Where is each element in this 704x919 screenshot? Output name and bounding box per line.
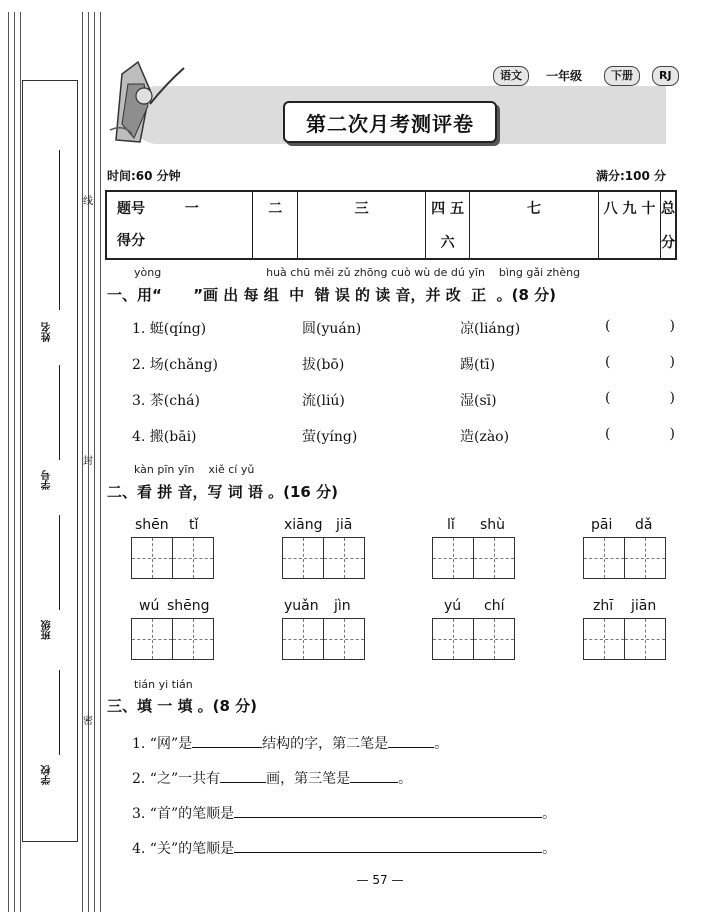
- full-score: 满分:100 分: [596, 169, 667, 183]
- time-limit: 时间:60 分钟: [107, 169, 181, 183]
- q2-text-a: 2. “之”一共有: [132, 771, 221, 787]
- section1-row2-b: 拔(bō): [302, 357, 345, 373]
- q4-text-c: 。: [542, 841, 557, 857]
- section1-pinyin: yòng huà chū měi zǔ zhōng cuò wù de dú yīn bìng gǎi zhèng: [134, 266, 581, 279]
- paren-close: ): [669, 390, 675, 406]
- q2-blank-1[interactable]: [220, 768, 266, 783]
- writing-cell[interactable]: [132, 538, 172, 578]
- word3-pinyin-2: shù: [480, 517, 506, 533]
- cut-mark-secret: 密: [83, 716, 93, 727]
- writing-cell[interactable]: [323, 538, 364, 578]
- section1-row4-b: 萤(yíng): [302, 429, 358, 445]
- word-box-8[interactable]: [583, 598, 667, 660]
- writing-cell[interactable]: [584, 619, 624, 659]
- section1-row4-a: 4. 搬(bāi): [132, 429, 197, 445]
- word8-pinyin-1: zhī: [593, 598, 614, 614]
- cut-mark-line: 线: [83, 196, 93, 207]
- score-cell-1[interactable]: [184, 191, 253, 259]
- word6-pinyin-1: yuǎn: [284, 598, 319, 614]
- field-student-id[interactable]: [40, 365, 60, 495]
- field-school-label: 学校: [42, 765, 53, 785]
- cut-mark-seal: 封: [83, 456, 93, 467]
- word-box-7[interactable]: [432, 598, 516, 660]
- term-badge: 下册: [604, 66, 640, 86]
- q1-text-c: 。: [434, 736, 449, 752]
- score-cell-2[interactable]: [253, 191, 298, 259]
- section1-row3-c: 湿(sī): [460, 393, 497, 409]
- section1-row3-a: 3. 茶(chá): [132, 393, 200, 409]
- field-name-label: 姓名: [42, 322, 53, 343]
- writing-cell[interactable]: [172, 538, 213, 578]
- score-col-2: 二: [268, 201, 283, 217]
- q2-text-b: 画，第三笔是: [266, 771, 351, 787]
- score-col-3: 三: [354, 201, 369, 217]
- field-name[interactable]: [40, 150, 60, 350]
- label-score: 得分: [117, 233, 145, 249]
- score-cell-total[interactable]: [661, 191, 677, 259]
- section1-row1-b: 圆(yuán): [302, 321, 362, 337]
- word4-pinyin-1: pāi: [591, 517, 613, 533]
- score-col-5: 七: [526, 201, 541, 217]
- word8-pinyin-2: jiān: [631, 598, 657, 614]
- writing-cell[interactable]: [433, 619, 473, 659]
- score-table: [105, 190, 677, 260]
- writing-cell[interactable]: [433, 538, 473, 578]
- paren-open: (: [605, 390, 611, 406]
- grade-label: 一年级: [546, 69, 583, 83]
- section2-pinyin: kàn pīn yīn xiě cí yǔ: [134, 463, 255, 476]
- word1-pinyin-1: shēn: [135, 517, 169, 533]
- word5-pinyin-2: shēng: [167, 598, 210, 614]
- section3-pinyin: tián yi tián: [134, 678, 193, 691]
- writing-cell[interactable]: [473, 538, 514, 578]
- q3-text-a: 3. “首”的笔顺是: [132, 806, 235, 822]
- writing-cell[interactable]: [624, 538, 665, 578]
- word-box-5[interactable]: [131, 598, 215, 660]
- section1-heading: 一、用“ ”画 出 每 组 中 错 误 的 读 音，并 改 正 。(8 分): [107, 286, 556, 304]
- kite-character-illustration: [104, 54, 194, 146]
- section1-row2-c: 踢(tī): [460, 357, 496, 373]
- page-number: — 57 —: [356, 873, 404, 887]
- paren-close: ): [669, 426, 675, 442]
- paren-close: ): [669, 354, 675, 370]
- score-col-1: 一: [184, 201, 199, 217]
- q4-blank[interactable]: [234, 838, 542, 853]
- writing-cell[interactable]: [584, 538, 624, 578]
- score-cell-4[interactable]: [426, 191, 470, 259]
- fill-question-3: [132, 803, 556, 823]
- paren-open: (: [605, 318, 611, 334]
- q3-blank[interactable]: [234, 803, 542, 818]
- field-class[interactable]: [40, 515, 60, 650]
- fill-question-1: [132, 733, 448, 753]
- score-col-total: 总分: [661, 201, 675, 251]
- word2-pinyin-1: xiāng: [284, 517, 323, 533]
- fill-question-4: [132, 838, 556, 858]
- writing-cell[interactable]: [323, 619, 364, 659]
- word7-pinyin-2: chí: [484, 598, 505, 614]
- section3-heading: 三、填 一 填 。(8 分): [107, 697, 258, 715]
- field-student-id-label: 学号: [42, 470, 53, 490]
- fill-question-2: [132, 768, 412, 788]
- q1-blank-2[interactable]: [388, 733, 434, 748]
- writing-cell[interactable]: [283, 538, 323, 578]
- field-class-underline: [59, 515, 60, 610]
- subject-badge: 语文: [493, 66, 529, 86]
- edition-badge: RJ: [652, 66, 679, 86]
- q1-text-a: 1. “网”是: [132, 736, 193, 752]
- page-title: 第二次月考测评卷: [283, 101, 497, 143]
- paren-open: (: [605, 354, 611, 370]
- writing-cell[interactable]: [172, 619, 213, 659]
- score-cell-5[interactable]: [469, 191, 598, 259]
- word7-pinyin-1: yú: [444, 598, 462, 614]
- word3-pinyin-1: lǐ: [447, 517, 455, 533]
- section1-row2-a: 2. 场(chǎng): [132, 357, 218, 373]
- word-box-6[interactable]: [282, 598, 366, 660]
- word-box-2[interactable]: [282, 517, 366, 579]
- q2-blank-2[interactable]: [350, 768, 398, 783]
- q4-text-a: 4. “关”的笔顺是: [132, 841, 235, 857]
- paren-open: (: [605, 426, 611, 442]
- word5-pinyin-1: wú: [139, 598, 160, 614]
- writing-cell[interactable]: [624, 619, 665, 659]
- q1-text-b: 结构的字，第二笔是: [262, 736, 389, 752]
- word6-pinyin-2: jìn: [334, 598, 351, 614]
- section1-row1-c: 凉(liáng): [460, 321, 521, 337]
- q3-text-c: 。: [542, 806, 557, 822]
- word1-pinyin-2: tǐ: [189, 517, 199, 533]
- q2-text-c: 。: [398, 771, 413, 787]
- field-school[interactable]: [40, 670, 60, 795]
- word-box-4[interactable]: [583, 517, 667, 579]
- section1-row1-a: 1. 蜓(qíng): [132, 321, 207, 337]
- word2-pinyin-2: jiā: [336, 517, 353, 533]
- section1-row3-b: 流(liú): [302, 393, 345, 409]
- score-col-6: 八 九 十: [603, 201, 656, 217]
- word-box-1[interactable]: [131, 517, 215, 579]
- writing-cell[interactable]: [473, 619, 514, 659]
- paren-close: ): [669, 318, 675, 334]
- section2-heading: 二、看 拼 音，写 词 语 。(16 分): [107, 483, 338, 501]
- field-name-underline: [59, 150, 60, 310]
- section1-row4-c: 造(zào): [460, 429, 510, 445]
- q1-blank-1[interactable]: [192, 733, 262, 748]
- field-student-id-underline: [59, 365, 60, 460]
- label-question-number: 题号: [117, 201, 145, 217]
- word4-pinyin-2: dǎ: [635, 517, 653, 533]
- score-col-4: 四 五 六: [431, 201, 464, 251]
- field-school-underline: [59, 670, 60, 755]
- writing-cell[interactable]: [283, 619, 323, 659]
- field-class-label: 班级: [42, 620, 53, 640]
- score-cell-3[interactable]: [298, 191, 426, 259]
- writing-cell[interactable]: [132, 619, 172, 659]
- word-box-3[interactable]: [432, 517, 516, 579]
- score-cell-6[interactable]: [598, 191, 660, 259]
